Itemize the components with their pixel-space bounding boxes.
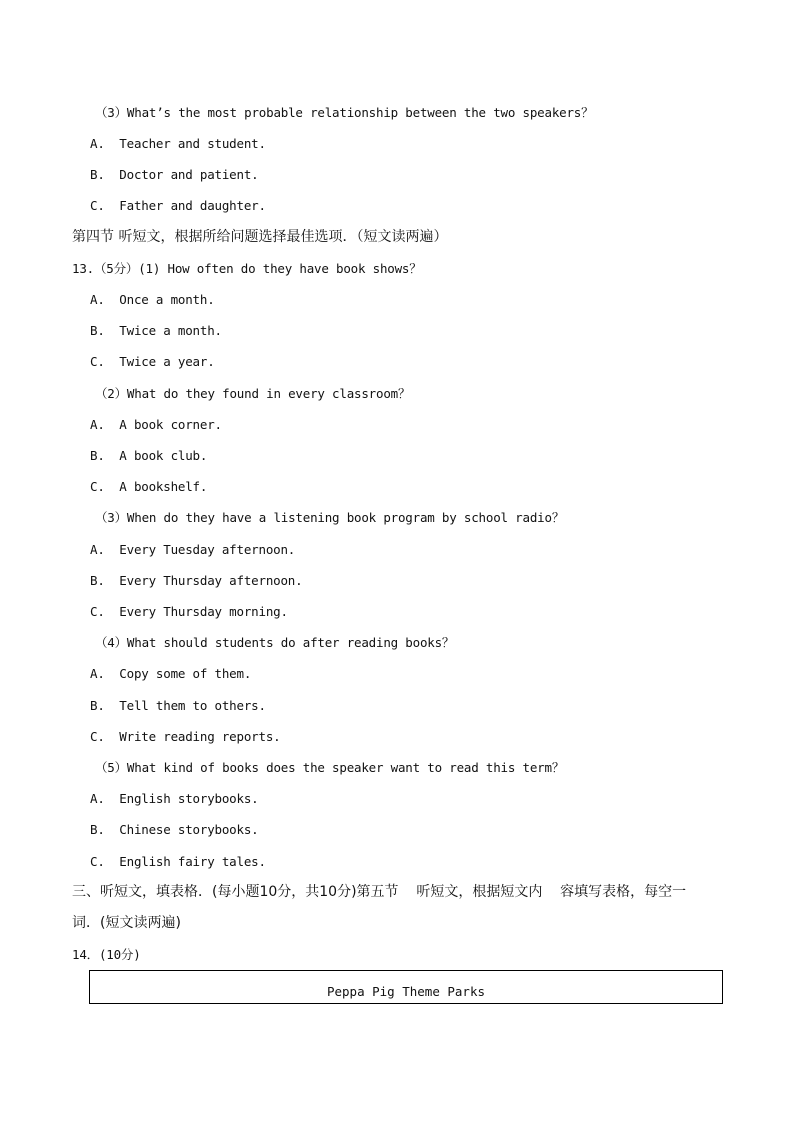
option-a: A. A book corner. [90,417,222,432]
option-a: A. English storybooks. [90,791,259,806]
option-c: C. Every Thursday morning. [90,604,288,619]
section-heading-continued: 词．(短文读两遍) [72,915,181,931]
table-title: Peppa Pig Theme Parks [326,984,486,999]
option-c: C. Father and daughter. [90,198,266,213]
option-b: B. A book club. [90,448,208,463]
option-a: A. Teacher and student. [90,136,266,151]
question-14-label: 14．(10分) [72,947,141,962]
section-heading: 第四节 听短文，根据所给问题选择最佳选项．（短文读两遍） [72,229,448,245]
question-stem: （3）When do they have a listening book program by school radio？ [95,510,565,525]
option-c: C. A bookshelf. [90,479,208,494]
question-stem: （2）What do they found in every classroom？ [95,386,411,401]
question-stem: （3）What’s the most probable relationship between the two speakers？ [95,105,594,120]
option-c: C. Write reading reports. [90,729,281,744]
option-b: B. Doctor and patient. [90,167,259,182]
option-b: B. Tell them to others. [90,698,266,713]
question-stem: （4）What should students do after reading books？ [95,635,455,650]
fill-in-table [89,970,723,1004]
option-a: A. Every Tuesday afternoon. [90,542,296,557]
option-b: B. Twice a month. [90,323,222,338]
option-a: A. Once a month. [90,292,215,307]
option-b: B. Every Thursday afternoon. [90,573,303,588]
section-heading: 三、听短文，填表格．(每小题10分，共10分)第五节 听短文，根据短文内 容填写表格，每空一 [72,884,687,900]
option-b: B. Chinese storybooks. [90,822,259,837]
option-c: C. English fairy tales. [90,854,266,869]
question-13-label: 13.（5分）(1) How often do they have book shows？ [72,261,422,276]
option-c: C. Twice a year. [90,354,215,369]
option-a: A. Copy some of them. [90,666,252,681]
question-stem: （5）What kind of books does the speaker want to read this term？ [95,760,565,775]
